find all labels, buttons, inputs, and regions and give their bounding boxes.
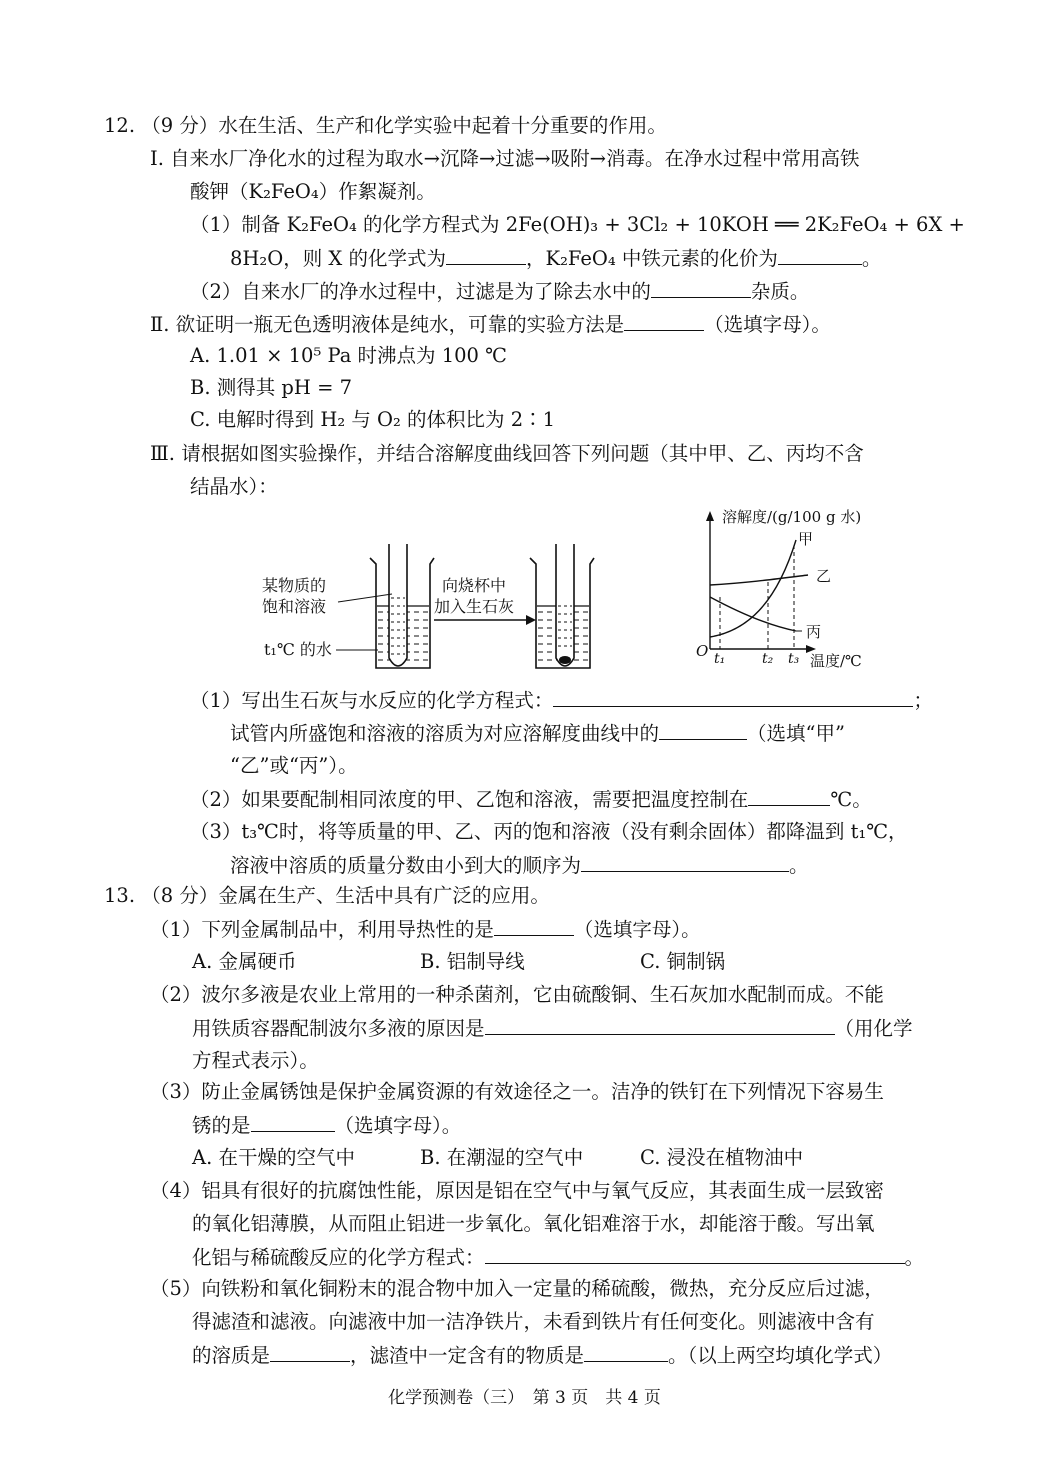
q12-partIII-q1-line1 [190, 686, 933, 715]
q13-q4-line3 [192, 1243, 924, 1272]
text: （选填字母）。 [334, 1114, 462, 1137]
arrow-text-1: 向烧杯中 [442, 576, 507, 595]
text: Ⅱ. 欲证明一瓶无色透明液体是纯水，可靠的实验方法是 [150, 313, 625, 336]
q12-partIII-q3-line2 [230, 851, 809, 880]
answer-blank[interactable] [748, 785, 830, 806]
arrow-text-2: 加入生石灰 [434, 597, 515, 616]
text: 用铁质容器配制波尔多液的原因是 [192, 1017, 485, 1040]
answer-blank[interactable] [446, 244, 526, 265]
text: （选填字母）。 [704, 313, 831, 336]
q12-partIII-q1-line3: “乙”或“丙”）。 [230, 754, 358, 777]
tick-t2: t₂ [762, 651, 774, 667]
x-axis-label: 温度/℃ [810, 652, 862, 670]
answer-blank[interactable] [553, 686, 913, 707]
curve-yi [710, 575, 808, 585]
q12-partI-q1-line1: （1）制备 K₂FeO₄ 的化学方程式为 2Fe(OH)₃ + 3Cl₂ + 10KOH ══ 2K₂FeO₄ + 6X + [190, 213, 965, 236]
y-axis-arrow [706, 511, 714, 521]
q13-q3-optB: B. 在潮湿的空气中 [420, 1146, 584, 1169]
q12-partII-stem [150, 310, 831, 339]
answer-blank[interactable] [584, 1341, 668, 1362]
text: ，滤渣中一定含有的物质是 [350, 1344, 585, 1367]
q13-q1-optC: C. 铜制锅 [640, 950, 726, 973]
answer-blank[interactable] [485, 1014, 835, 1035]
q12-header: 12. （9 分）水在生活、生产和化学实验中起着十分重要的作用。 [104, 114, 667, 137]
page-footer: 化学预测卷（三） 第 3 页 共 4 页 [388, 1388, 661, 1408]
q13-q2-line3: 方程式表示）。 [192, 1049, 319, 1072]
series-label-yi: 乙 [816, 567, 832, 585]
q13-q3-optA: A. 在干燥的空气中 [192, 1146, 355, 1169]
text: 。 [904, 1246, 925, 1269]
q13-header: 13. （8 分）金属在生产、生活中具有广泛的应用。 [104, 884, 550, 907]
q13-q3-optC: C. 浸没在植物油中 [640, 1146, 804, 1169]
curve-bing [710, 597, 796, 631]
solubility-chart [696, 505, 896, 675]
text: 杂质。 [750, 280, 810, 303]
tick-t3: t₃ [788, 651, 800, 667]
origin-label: O [696, 642, 709, 660]
q13-q2-line2 [192, 1014, 913, 1043]
answer-blank[interactable] [581, 851, 789, 872]
curve-jia [710, 540, 796, 637]
q13-q5-line2: 得滤渣和滤液。向滤液中加一洁净铁片，未看到铁片有任何变化。则滤液中含有 [192, 1310, 875, 1333]
text: （1）下列金属制品中，利用导热性的是 [150, 918, 494, 941]
text: （用化学 [834, 1017, 913, 1040]
text: 溶液中溶质的质量分数由小到大的顺序为 [230, 854, 582, 877]
label-saturated-solution-1: 某物质的 [262, 576, 327, 595]
label-saturated-solution-2: 饱和溶液 [262, 597, 327, 616]
text: 化铝与稀硫酸反应的化学方程式： [192, 1246, 485, 1269]
answer-blank[interactable] [270, 1341, 350, 1362]
text: 试管内所盛饱和溶液的溶质为对应溶解度曲线中的 [230, 722, 660, 745]
q13-q1-optB: B. 铝制导线 [420, 950, 525, 973]
text: ℃。 [830, 788, 872, 811]
q13-q5-line3 [192, 1341, 892, 1370]
q13-q5-line1: （5）向铁粉和氧化铜粉末的混合物中加入一定量的稀硫酸，微热，充分反应后过滤， [150, 1277, 884, 1300]
text: （选填“甲” [747, 722, 845, 745]
text: （选填字母）。 [573, 918, 701, 941]
text: 8H₂O，则 X 的化学式为 [230, 247, 446, 270]
answer-blank[interactable] [651, 277, 751, 298]
q13-q2-line1: （2）波尔多液是农业上常用的一种杀菌剂，它由硫酸铜、生石灰加水配制而成。不能 [150, 983, 884, 1006]
answer-blank[interactable] [251, 1111, 335, 1132]
q12-partI-line1: Ⅰ. 自来水厂净化水的过程为取水→沉降→过滤→吸附→消毒。在净水过程中常用高铁 [150, 147, 860, 170]
answer-blank[interactable] [485, 1243, 905, 1264]
text: ，K₂FeO₄ 中铁元素的化价为 [526, 247, 778, 270]
q12-partI-line2: 酸钾（K₂FeO₄）作絮凝剂。 [190, 180, 436, 203]
q13-q3-line2 [192, 1111, 461, 1140]
answer-blank[interactable] [494, 915, 574, 936]
text: 锈的是 [192, 1114, 251, 1137]
series-label-jia: 甲 [798, 530, 814, 548]
series-label-bing: 丙 [806, 623, 822, 641]
q13-q4-line1: （4）铝具有很好的抗腐蚀性能，原因是铝在空气中与氧气反应，其表面生成一层致密 [150, 1179, 884, 1202]
q12-partIII-line1: Ⅲ. 请根据如图实验操作，并结合溶解度曲线回答下列问题（其中甲、乙、丙均不含 [150, 442, 864, 465]
q12-partIII-q3-line1: （3）t₃℃时，将等质量的甲、乙、丙的饱和溶液（没有剩余固体）都降温到 t₁℃， [190, 820, 908, 843]
experiment-figure [258, 540, 638, 680]
q13-q4-line2: 的氧化铝薄膜，从而阻止铝进一步氧化。氧化铝难溶于水，却能溶于酸。写出氧 [192, 1212, 875, 1235]
text: （2）自来水厂的净水过程中，过滤是为了除去水中的 [190, 280, 651, 303]
label-water: t₁℃ 的水 [264, 640, 332, 659]
answer-blank[interactable] [659, 719, 747, 740]
answer-blank[interactable] [624, 310, 704, 331]
q12-partII-optC: C. 电解时得到 H₂ 与 O₂ 的体积比为 2∶1 [190, 408, 556, 431]
q12-partI-q1-line2 [230, 244, 881, 273]
text: 。（以上两空均填化学式） [668, 1344, 893, 1367]
text: 的溶质是 [192, 1344, 271, 1367]
q13-q3-line1: （3）防止金属锈蚀是保护金属资源的有效途径之一。洁净的铁钉在下列情况下容易生 [150, 1080, 884, 1103]
tick-t1: t₁ [714, 651, 726, 667]
q13-q1-optA: A. 金属硬币 [192, 950, 297, 973]
q12-partII-optA: A. 1.01 × 10⁵ Pa 时沸点为 100 ℃ [190, 344, 507, 367]
q12-partIII-line2: 结晶水）： [190, 475, 278, 498]
q12-partI-q2 [190, 277, 809, 306]
q13-q1 [150, 915, 701, 944]
text: （2）如果要配制相同浓度的甲、乙饱和溶液，需要把温度控制在 [190, 788, 749, 811]
text: ； [913, 689, 933, 712]
q12-partIII-q2 [190, 785, 872, 814]
y-axis-label: 溶解度/(g/100 g 水) [722, 508, 862, 526]
text: （1）写出生石灰与水反应的化学方程式： [190, 689, 554, 712]
q12-partIII-q1-line2 [230, 719, 845, 748]
answer-blank[interactable] [778, 244, 862, 265]
text: 。 [789, 854, 809, 877]
text: 。 [861, 247, 882, 270]
q12-partII-optB: B. 测得其 pH = 7 [190, 376, 353, 399]
